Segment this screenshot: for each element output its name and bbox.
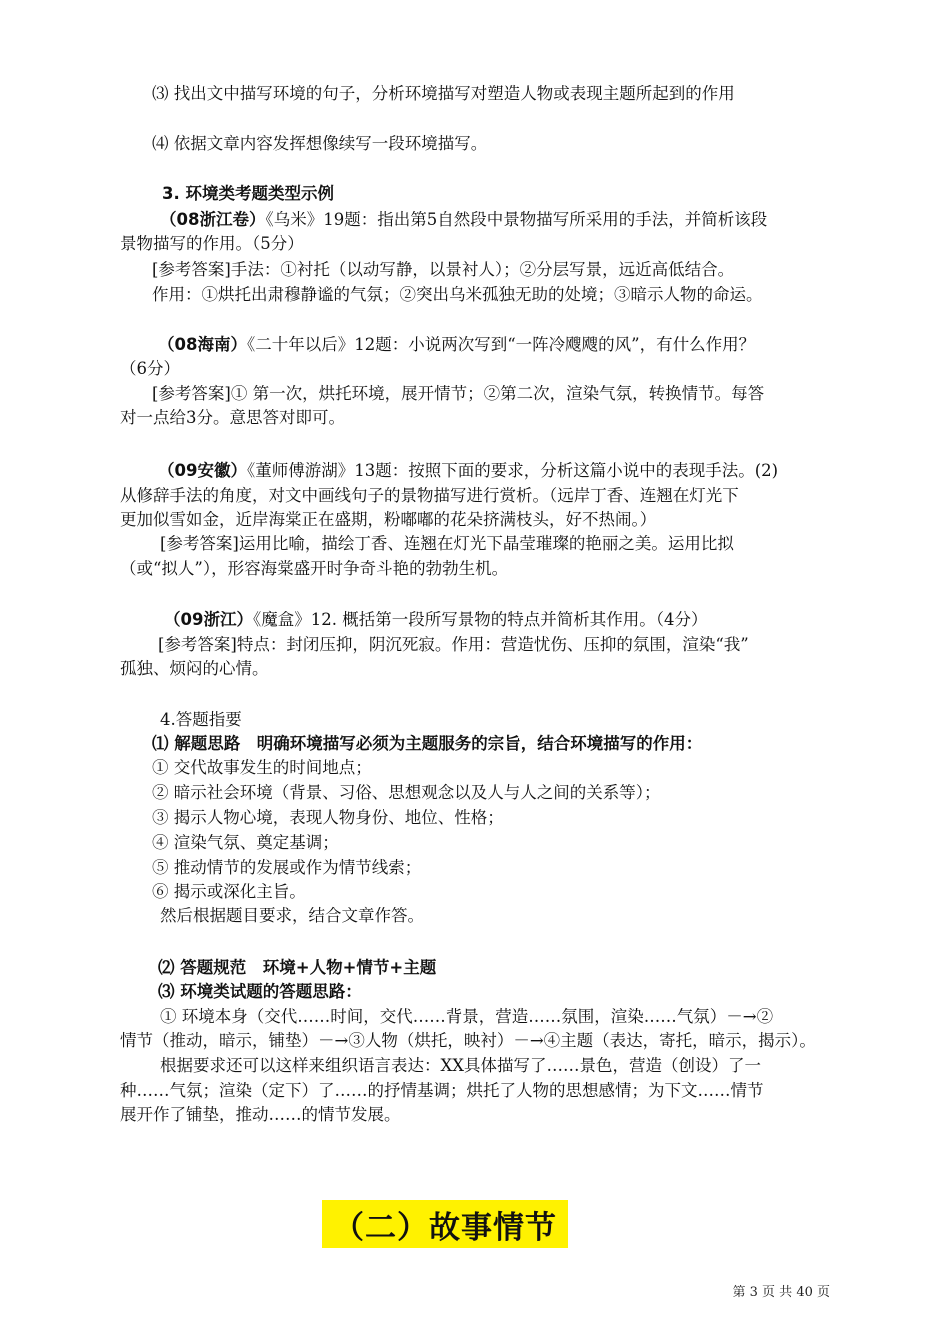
answer-line: [参考答案]特点：封闭压抑，阴沉死寂。作用：营造忧伤、压抑的氛围，渲染“我” [158, 635, 749, 654]
text-line: ⑶ 找出文中描写环境的句子，分析环境描写对塑造人物或表现主题所起到的作用 [152, 84, 735, 103]
section-heading: 3. 环境类考题类型示例 [162, 184, 334, 203]
answer-line: [参考答案]手法：①衬托（以动写静，以景衬人）；②分层写景，远近高低结合。 [152, 260, 735, 279]
text-line: 根据要求还可以这样来组织语言表达：XX具体描写了……景色，营造（创设）了一 [160, 1056, 761, 1075]
text-line: 孤独、烦闷的心情。 [120, 659, 269, 678]
page-footer: 第 3 页 共 40 页 [732, 1285, 830, 1300]
question-line [164, 610, 707, 630]
text-line: 然后根据题目要求，结合文章作答。 [160, 906, 424, 925]
question-text: 《魔盒》12. 概括第一段所写景物的特点并简析其作用。（4分） [252, 610, 708, 629]
text-line: 作用：①烘托出肃穆静谧的气氛；②突出乌米孤独无助的处境；③暗示人物的命运。 [152, 285, 763, 304]
section-title-highlight [322, 1200, 568, 1248]
text-line: 从修辞手法的角度，对文中画线句子的景物描写进行赏析。（远岸丁香、连翘在灯光下 [120, 486, 739, 505]
list-item: ⑥ 揭示或深化主旨。 [152, 882, 306, 901]
question-line [158, 335, 755, 355]
list-item: ② 暗示社会环境（背景、习俗、思想观念以及人与人之间的关系等）； [152, 783, 661, 802]
answer-line: [参考答案]① 第一次，烘托环境，展开情节；②第二次，渲染气氛，转换情节。每答 [152, 384, 765, 403]
question-source: （09浙江） [164, 610, 253, 629]
list-item: ⑤ 推动情节的发展或作为情节线索； [152, 858, 422, 877]
question-source: （08海南） [158, 335, 247, 354]
list-item: ④ 渲染气氛、奠定基调； [152, 833, 339, 852]
subheading: ⑴ 解题思路 明确环境描写必须为主题服务的宗旨，结合环境描写的作用： [152, 734, 703, 753]
answer-line: [参考答案]运用比喻，描绘丁香、连翘在灯光下晶莹璀璨的艳丽之美。运用比拟 [160, 534, 734, 553]
list-item: ① 交代故事发生的时间地点； [152, 758, 372, 777]
question-source: （08浙江卷） [160, 210, 266, 229]
text-line: 更加似雪如金，近岸海棠正在盛期，粉嘟嘟的花朵挤满枝头，好不热闹。） [120, 510, 657, 529]
list-item: ③ 揭示人物心境，表现人物身份、地位、性格； [152, 808, 504, 827]
text-line: 对一点给3分。意思答对即可。 [120, 408, 345, 427]
section-title: （二）故事情节 [333, 1209, 557, 1246]
text-line: 种……气氛；渲染（定下）了……的抒情基调；烘托了人物的思想感情；为下文……情节 [120, 1081, 764, 1100]
subheading: ⑵ 答题规范 环境+人物+情节+主题 [158, 958, 437, 977]
text-line: （或“拟人”），形容海棠盛开时争奇斗艳的勃勃生机。 [120, 559, 509, 578]
text-line: 情节（推动，暗示，铺垫）－→③人物（烘托，映衬）－→④主题（表达，寄托，暗示，揭示）。 [120, 1031, 816, 1050]
question-source: （09安徽） [158, 461, 247, 480]
text-line: 景物描写的作用。（5分） [120, 234, 304, 253]
text-line: ⑷ 依据文章内容发挥想像续写一段环境描写。 [152, 134, 488, 153]
text-line: ① 环境本身（交代……时间，交代……背景，营造……氛围，渲染……气氛）－→② [160, 1007, 774, 1026]
question-line [158, 461, 778, 481]
question-text: 《二十年以后》12题：小说两次写到“一阵冷飕飕的风”，有什么作用？ [246, 335, 756, 354]
question-line [160, 210, 767, 230]
section-heading: 4.答题指要 [160, 710, 242, 729]
text-line: （6分） [120, 359, 180, 378]
text-line: 展开作了铺垫，推动……的情节发展。 [120, 1105, 401, 1124]
question-text: 《乌米》19题：指出第5自然段中景物描写所采用的手法，并简析该段 [265, 210, 768, 229]
question-text: 《董师傅游湖》13题：按照下面的要求，分析这篇小说中的表现手法。(2) [246, 461, 779, 480]
subheading: ⑶ 环境类试题的答题思路： [158, 982, 362, 1001]
